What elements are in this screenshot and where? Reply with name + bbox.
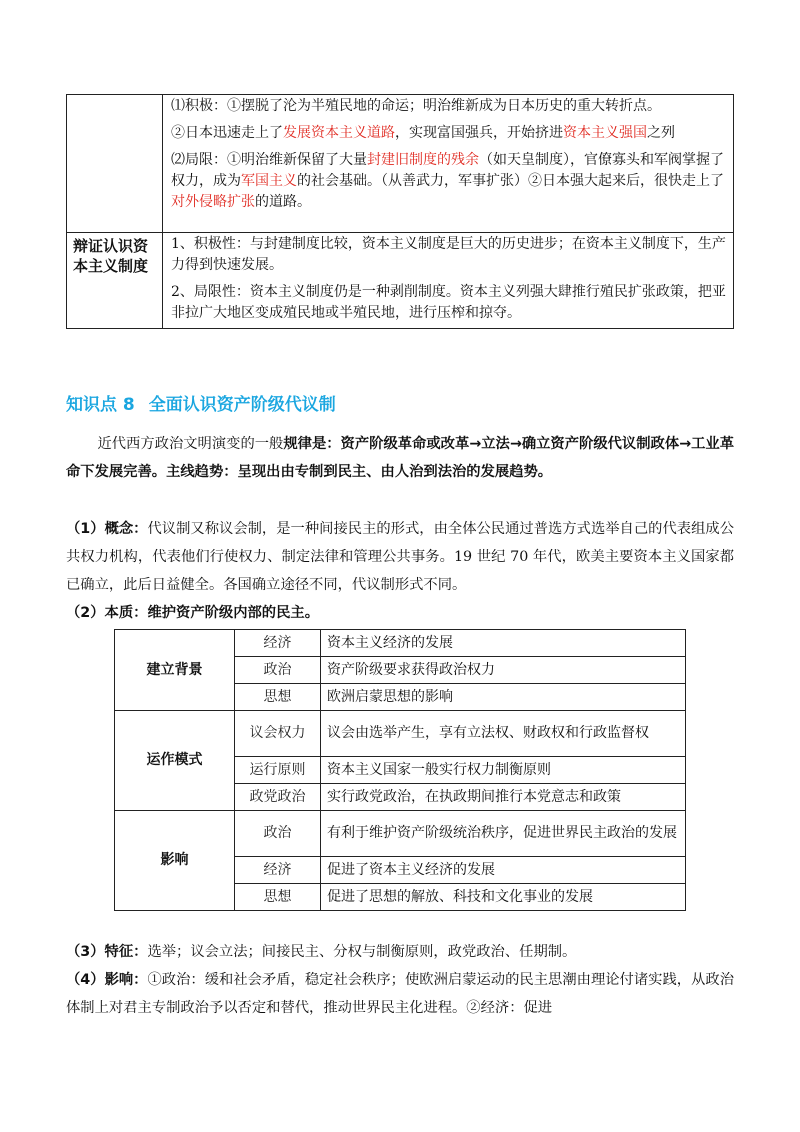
table-row bbox=[115, 811, 686, 857]
text: （如天皇制度），官僚寡头和军阀掌握了权力，成为 bbox=[171, 152, 724, 189]
desc-cell: 欧洲启蒙思想的影响 bbox=[321, 684, 686, 711]
intro-paragraph bbox=[66, 430, 734, 486]
section-heading bbox=[66, 390, 336, 415]
row-label: 辩证认识资本主义制度 bbox=[67, 233, 163, 329]
concept-label: （1）概念： bbox=[66, 521, 148, 537]
table-row bbox=[115, 630, 686, 657]
positive-text: 1、积极性：与封建制度比较，资本主义制度是巨大的历史进步；在资本主义制度下，生产力得到快速发展。 bbox=[171, 236, 726, 273]
aspect-cell: 思想 bbox=[235, 884, 321, 911]
aspect-cell: 经济 bbox=[235, 857, 321, 884]
highlight-text: 发展资本主义道路 bbox=[283, 125, 395, 141]
intro-bold-text: 规律是：资产阶级革命或改革→立法→确立资产阶级代议制政体→工业革命下发展完善。主线趋势：呈现出由专制到民主、由人治到法治的发展趋势。 bbox=[66, 436, 735, 480]
desc-cell: 资产阶级要求获得政治权力 bbox=[321, 657, 686, 684]
heading-number: 知识点 8 bbox=[66, 395, 135, 415]
text: ，实现富国强兵，开始挤进 bbox=[395, 125, 563, 141]
aspect-cell: 政治 bbox=[235, 657, 321, 684]
aspect-cell: 思想 bbox=[235, 684, 321, 711]
text: ②日本迅速走上了 bbox=[171, 125, 283, 141]
aspect-cell: 政治 bbox=[235, 811, 321, 857]
aspect-cell: 议会权力 bbox=[235, 711, 321, 757]
text: ⑵局限：①明治维新保留了大量 bbox=[171, 152, 367, 168]
aspect-cell: 经济 bbox=[235, 630, 321, 657]
desc-cell: 促进了资本主义经济的发展 bbox=[321, 857, 686, 884]
positive-line-1: ⑴积极：①摆脱了沦为半殖民地的命运；明治维新成为日本历史的重大转折点。 bbox=[171, 98, 661, 114]
representative-system-table bbox=[114, 629, 686, 911]
limitation-text: 2、局限性：资本主义制度仍是一种剥削制度。资本主义列强大肆推行殖民扩张政策，把亚非拉广大地区变成殖民地或半殖民地，进行压榨和掠夺。 bbox=[171, 284, 726, 321]
table-row bbox=[67, 95, 734, 233]
intro-text: 近代西方政治文明演变的一般 bbox=[97, 436, 284, 452]
highlight-text: 军国主义 bbox=[241, 173, 297, 189]
highlight-text: 资本主义强国 bbox=[563, 125, 647, 141]
text: 的社会基础。（从善武力，军事扩张）②日本强大起来后，很快走上了 bbox=[297, 173, 724, 189]
heading-title: 全面认识资产阶级代议制 bbox=[148, 395, 336, 415]
features-text: 选举；议会立法；间接民主、分权与制衡原则，政党政治、任期制。 bbox=[147, 944, 577, 960]
dialectic-cell bbox=[163, 233, 734, 329]
group-label: 建立背景 bbox=[115, 630, 235, 711]
essence-text: 维护资产阶级内部的民主。 bbox=[147, 605, 319, 621]
aspect-cell: 运行原则 bbox=[235, 757, 321, 784]
influence-paragraph bbox=[66, 966, 734, 1022]
group-label: 影响 bbox=[115, 811, 235, 911]
text: 之列 bbox=[647, 125, 675, 141]
limitation-text bbox=[171, 150, 727, 213]
aspect-cell: 政党政治 bbox=[235, 784, 321, 811]
evaluation-cell bbox=[163, 95, 734, 233]
features-paragraph bbox=[66, 938, 734, 966]
highlight-text: 封建旧制度的残余 bbox=[367, 152, 479, 168]
desc-cell: 实行政党政治，在执政期间推行本党意志和政策 bbox=[321, 784, 686, 811]
influence-text: ①政治：缓和社会矛盾，稳定社会秩序；使欧洲启蒙运动的民主思潮由理论付诸实践，从政治体制上对君主专制政治予以否定和替代，推动世界民主化进程。②经济：促进 bbox=[66, 972, 734, 1016]
desc-cell: 资本主义国家一般实行权力制衡原则 bbox=[321, 757, 686, 784]
concept-text: 代议制又称议会制，是一种间接民主的形式，由全体公民通过普选方式选举自己的代表组成公共权力机构，代表他们行使权力、制定法律和管理公共事务。19 世纪 70 年代，欧美主要资本主义国家都已确立，此后日益健全。各国确立途径不同，代议制形式不同。 bbox=[66, 521, 734, 593]
text: 的道路。 bbox=[255, 194, 311, 210]
desc-cell: 议会由选举产生，享有立法权、财政权和行政监督权 bbox=[321, 711, 686, 757]
features-label: （3）特征： bbox=[66, 944, 148, 960]
essence-paragraph bbox=[66, 599, 734, 627]
desc-cell: 有利于维护资产阶级统治秩序，促进世界民主政治的发展 bbox=[321, 811, 686, 857]
table-row bbox=[67, 233, 734, 329]
desc-cell: 资本主义经济的发展 bbox=[321, 630, 686, 657]
group-label: 运作模式 bbox=[115, 711, 235, 811]
concept-paragraph bbox=[66, 515, 734, 599]
desc-cell: 促进了思想的解放、科技和文化事业的发展 bbox=[321, 884, 686, 911]
positive-line-2 bbox=[171, 123, 727, 144]
meiji-reform-table bbox=[66, 94, 734, 329]
table-row bbox=[115, 711, 686, 757]
influence-label: （4）影响： bbox=[66, 972, 148, 988]
essence-label: （2）本质： bbox=[66, 605, 148, 621]
highlight-text: 对外侵略扩张 bbox=[171, 194, 255, 210]
row-label-empty bbox=[67, 95, 163, 233]
